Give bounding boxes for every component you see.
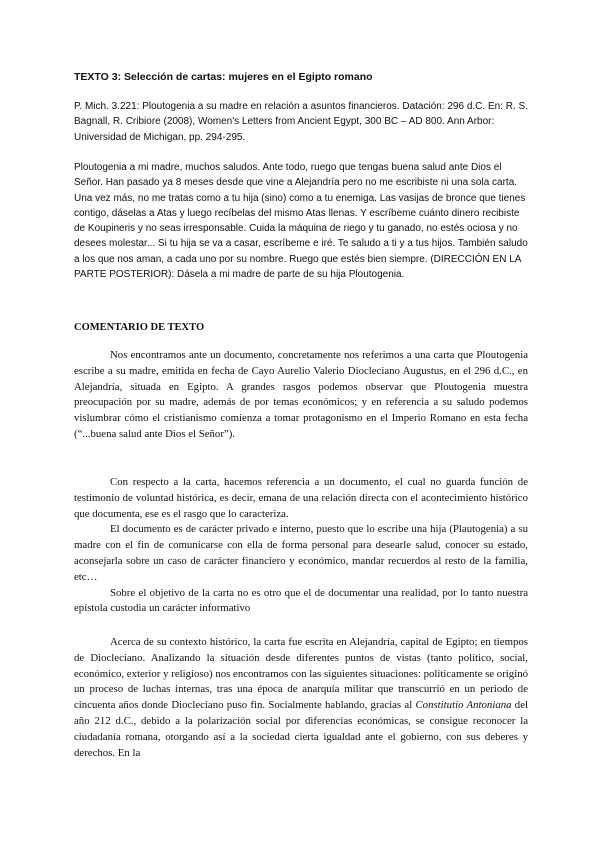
commentary-paragraph-3 — [74, 635, 528, 761]
paragraph-text-b: El documento es de carácter privado e interno, puesto que lo escribe una hija (Plautogenia) a su madre con el fin de comunicarse con ella de forma personal para desearle salud, conocer su estado, aconsejarla sobre un caso de carácter financiero y económico, mandar recuerdos al resto de la familia, etc… — [74, 523, 528, 583]
paragraph-text: Nos encontramos ante un documento, concretamente nos referimos a una carta que Ploutogenia escribe a su madre, emitida en fecha de Cayo Aurelio Valerio Diocleciano Augustus, en el 296 d.C., en Alejandría, situada en Egipto. A grandes rasgos podemos observar que Ploutogenia muestra preocupación por su madre, además de por temas económicos; y en referencia a su saludo podemos vislumbrar cómo el cristianismo comienza a tomar protagonismo en el Imperio Romano en esta fecha (“...buena salud ante Dios el Señor”). — [74, 349, 528, 440]
text-after-italic: del año 212 d.C., debido a la polarización social por diferencias económicas, se consigue reconocer la ciudadanía romana, otorgando así a la sociedad cierta igualdad ante el gobierno, con sus deberes y derechos. En la — [74, 699, 528, 759]
paragraph-text-c: Sobre el objetivo de la carta no es otro que el de documentar una realidad, por lo tanto nuestra epístola custodia un carácter informativo — [74, 586, 528, 615]
text-before-italic: Acerca de su contexto histórico, la carta fue escrita en Alejandría, capital de Egipto; en tiempos de Diocleciano. Analizando la situación desde diferentes puntos de vistas (tanto político, social, económico, exterior y religioso) nos encontramos con las siguientes situaciones: políticamente se originó un proceso de luchas internas, tras una época de anarquía militar que transcurrió en un periodo de cincuenta años donde Diocleciano puso fin. Socialmente hablando, gracias al — [74, 636, 528, 712]
paragraph-text-a: Con respecto a la carta, hacemos referencia a un documento, el cual no guarda función de testimonio de voluntad histórica, es decir, emana de una relación directa con el acontecimiento histórico que documenta, ese es el rasgo que lo caracteriza. — [74, 476, 528, 520]
commentary-heading: COMENTARIO DE TEXTO — [74, 322, 205, 333]
letter-translation: Ploutogenia a mi madre, muchos saludos. Ante todo, ruego que tengas buena salud ante Dios el Señor. Han pasado ya 8 meses desde que vine a Alejandría pero no me escribiste ni una sola carta. Una vez más, no me tratas como a tu hija (sino) como a tu enemiga. Las vasijas de bronce que tienes contigo, dáselas a Atas y luego recíbelas del mismo Atas llenas. Y escríbeme cuánto dinero recibiste de Koupineris y no seas irresponsable. Cuida la máquina de riego y tu ganado, no estés ociosa y no desees molestar... Si tu hija se va a casar, escríbeme e iré. Te saludo a ti y a tus hijos. También saludo a los que nos aman, a cada uno por su nombre. Ruego que estés bien siempre. (DIRECCIÓN EN LA PARTE POSTERIOR): Dásela a mi madre de parte de su hija Ploutogenia. — [74, 162, 528, 281]
paragraph-text — [74, 635, 528, 761]
commentary-paragraph-2 — [74, 475, 528, 617]
document-heading: TEXTO 3: Selección de cartas: mujeres en el Egipto romano — [74, 71, 373, 83]
italic-term: Constitutio Antoniana — [415, 699, 512, 712]
source-reference: P. Mich. 3.221: Ploutogenia a su madre en relación a asuntos financieros. Datación: 296 d.C. En: R. S. Bagnall, R. Cribiore (2008), Women's Letters from Ancient Egypt, 300 BC – AD 800. Ann Arbor: Universidad de Michigan, pp. 294-295. — [74, 101, 528, 143]
commentary-paragraph-1 — [74, 348, 528, 443]
